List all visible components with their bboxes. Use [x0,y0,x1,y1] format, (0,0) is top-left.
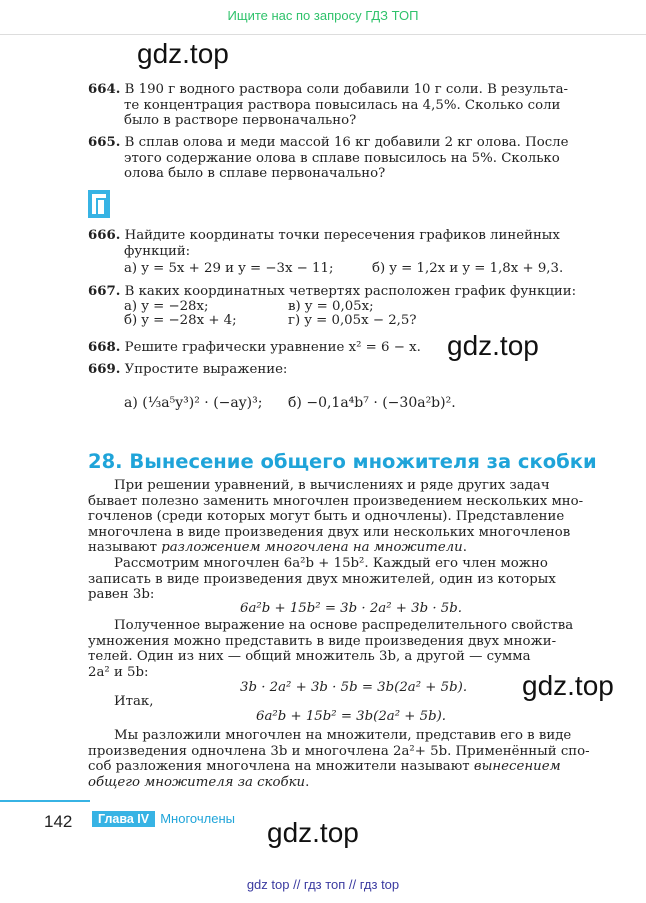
text-line: равен 3b: [88,587,155,602]
problem-667-v: в) y = 0,05x; [288,299,374,314]
text-line: произведения одночлена 3b и многочлена 2a²+ 5b. Применённый спо- [88,743,590,759]
section-heading: 28. Вынесение общего множителя за скобки [88,450,597,473]
problem-text: Решите графически уравнение x² = 6 − x. [124,340,421,355]
text-line: Рассмотрим многочлен 6a²b + 15b². Каждый его член можно [114,556,548,571]
paragraph-4 [88,728,600,790]
text-line: многочлена в виде произведения двух или нескольких многочленов [88,524,571,540]
section-marker-icon [88,190,110,218]
problem-665 [88,135,600,182]
problem-text: Упростите выражение: [124,362,288,377]
problem-669-b: б) −0,1a⁴b⁷ · (−30a²b)². [288,395,456,411]
problem-667-b: б) y = −28x + 4; [124,313,237,328]
text-line: . [305,774,310,790]
problem-664 [88,82,600,129]
term-italic: общего множителя за скобки [88,774,306,790]
top-banner[interactable]: Ищите нас по запросу ГДЗ ТОП [0,0,646,35]
text-line: . [462,540,467,555]
text-line: соб разложения многочлена на множители называют [88,759,474,774]
text-line: Мы разложили многочлен на множители, представив его в виде [114,728,572,743]
formula-2: 3b · 2a² + 3b · 5b = 3b(2a² + 5b). [240,680,468,695]
footer-divider [0,800,90,802]
problem-666-a: а) y = 5x + 29 и y = −3x − 11; [124,261,334,276]
problem-text: В сплав олова и меди массой 16 кг добавили 2 кг олова. После [124,135,569,150]
watermark: gdz.top [137,38,229,69]
text-line: При решении уравнений, в вычислениях и ряде других задач [114,478,550,493]
problem-number: 669. [88,362,121,377]
text-line: записать в виде произведения двух множителей, один из которых [88,571,556,587]
page-number: 142 [44,812,73,831]
bottom-links[interactable]: gdz top // гдз топ // гдз top [246,877,400,892]
text-line: бывает полезно заменить многочлен произведением нескольких мно- [88,493,584,509]
problem-667-g: г) y = 0,05x − 2,5? [288,313,417,328]
problem-number: 666. [88,228,121,243]
problem-text: олова было в сплаве первоначально? [124,166,386,181]
term-italic: вынесением [473,759,561,774]
problem-666-b: б) y = 1,2x и y = 1,8x + 9,3. [372,261,564,276]
problem-669 [88,362,287,378]
watermark: gdz.top [267,817,359,848]
problem-number: 667. [88,284,121,299]
problem-text: функций: [124,243,191,259]
problem-text: В 190 г водного раствора соли добавили 10 г соли. В результа- [124,82,569,97]
problem-number: 665. [88,135,121,150]
paragraph-2 [88,556,600,603]
term-italic: разложением многочлена на множители [161,540,463,555]
text-line: телей. Один из них — общий множитель 3b, а другой — сумма [88,649,531,664]
chapter-title: Многочлены [160,811,235,826]
formula-3: 6a²b + 15b² = 3b(2a² + 5b). [256,709,447,724]
watermark: gdz.top [447,330,539,361]
problem-668 [88,340,421,356]
text-line: 2a² и 5b: [88,664,149,680]
problem-text: Найдите координаты точки пересечения графиков линейных [124,228,560,243]
text-line: Полученное выражение на основе распределительного свойства [114,618,574,633]
problem-text: В каких координатных четвертях расположен график функции: [124,284,577,299]
itak-label: Итак, [114,694,154,709]
watermark: gdz.top [522,670,614,701]
problem-number: 668. [88,340,121,355]
problem-text: этого содержание олова в сплаве повысилось на 5%. Сколько [124,150,560,166]
chapter-badge [92,808,235,827]
problem-669-a: а) (⅓a⁵y³)² · (−ay)³; [124,395,263,411]
problem-text: было в растворе первоначально? [124,113,357,128]
paragraph-1 [88,478,600,556]
problem-number: 664. [88,82,121,97]
problem-666 [88,228,600,259]
text-line: гочленов (среди которых могут быть и одночлены). Представление [88,509,565,524]
text-line: умножения можно представить в виде произведения двух множи- [88,633,557,649]
text-line: называют [88,540,162,555]
problem-667-a: а) y = −28x; [124,299,209,314]
formula-1: 6a²b + 15b² = 3b · 2a² + 3b · 5b. [240,601,462,616]
chapter-label: Глава IV [92,811,155,827]
problem-text: те концентрация раствора повысилась на 4,5%. Сколько соли [124,97,561,113]
problem-667 [88,284,600,300]
